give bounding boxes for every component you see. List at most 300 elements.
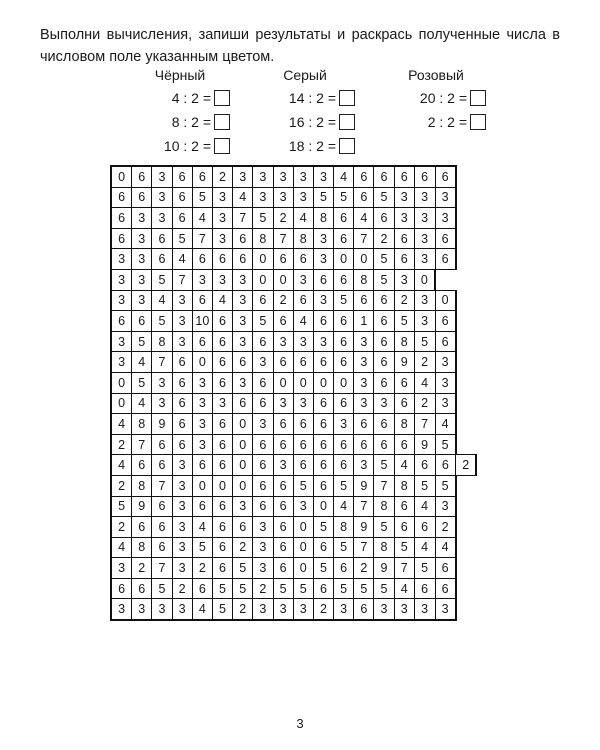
grid-cell[interactable]: 3 [293,599,313,620]
grid-cell[interactable]: 7 [132,434,152,455]
grid-cell[interactable]: 6 [132,517,152,538]
grid-cell[interactable]: 3 [394,208,414,229]
grid-cell[interactable]: 6 [233,249,253,270]
grid-cell[interactable]: 7 [152,475,172,496]
grid-cell[interactable]: 0 [414,269,435,290]
grid-cell[interactable]: 0 [313,496,333,517]
grid-cell[interactable]: 5 [374,249,394,270]
grid-cell[interactable]: 5 [435,434,456,455]
grid-cell[interactable]: 6 [212,517,232,538]
grid-cell[interactable]: 5 [313,187,333,208]
grid-cell[interactable]: 6 [172,434,192,455]
grid-cell[interactable]: 6 [293,414,313,435]
grid-cell[interactable]: 6 [233,517,253,538]
grid-cell[interactable]: 5 [374,578,394,599]
grid-cell[interactable]: 7 [273,228,293,249]
grid-cell[interactable]: 4 [111,414,132,435]
grid-cell[interactable]: 3 [293,331,313,352]
grid-cell[interactable]: 5 [435,475,456,496]
grid-cell[interactable]: 6 [293,455,313,476]
grid-cell[interactable]: 3 [172,455,192,476]
grid-cell[interactable]: 3 [132,269,152,290]
grid-cell[interactable]: 6 [212,372,232,393]
grid-cell[interactable]: 0 [111,372,132,393]
grid-cell[interactable]: 3 [132,599,152,620]
grid-cell[interactable]: 6 [192,331,212,352]
grid-cell[interactable]: 6 [132,311,152,332]
grid-cell[interactable]: 3 [152,208,172,229]
grid-cell[interactable]: 6 [435,249,456,270]
grid-cell[interactable]: 5 [212,599,232,620]
grid-cell[interactable]: 6 [212,537,232,558]
grid-cell[interactable]: 6 [273,558,293,579]
grid-cell[interactable]: 3 [172,496,192,517]
grid-cell[interactable]: 2 [192,558,212,579]
grid-cell[interactable]: 5 [172,228,192,249]
grid-cell[interactable]: 6 [212,249,232,270]
grid-cell[interactable]: 3 [293,269,313,290]
grid-cell[interactable]: 3 [253,414,273,435]
grid-cell[interactable]: 6 [374,352,394,373]
grid-cell[interactable]: 9 [414,434,435,455]
answer-box[interactable] [214,90,230,106]
grid-cell[interactable]: 4 [293,311,313,332]
grid-cell[interactable]: 6 [212,414,232,435]
grid-cell[interactable]: 3 [132,290,152,311]
grid-cell[interactable]: 5 [334,537,354,558]
grid-cell[interactable]: 5 [253,311,273,332]
grid-cell[interactable]: 2 [132,558,152,579]
grid-cell[interactable]: 6 [313,352,333,373]
grid-cell[interactable]: 3 [313,290,333,311]
answer-box[interactable] [470,90,486,106]
grid-cell[interactable]: 8 [394,331,414,352]
grid-cell[interactable]: 7 [354,228,374,249]
grid-cell[interactable]: 0 [192,475,212,496]
grid-cell[interactable]: 3 [435,372,456,393]
grid-cell[interactable]: 5 [374,269,394,290]
grid-cell[interactable]: 0 [334,372,354,393]
grid-cell[interactable]: 3 [132,228,152,249]
grid-cell[interactable]: 5 [313,517,333,538]
grid-cell[interactable]: 3 [435,599,456,620]
grid-cell[interactable]: 6 [354,414,374,435]
grid-cell[interactable]: 6 [313,414,333,435]
grid-cell[interactable]: 3 [132,208,152,229]
grid-cell[interactable]: 6 [334,269,354,290]
grid-cell[interactable]: 6 [313,455,333,476]
grid-cell[interactable]: 3 [192,434,212,455]
grid-cell[interactable]: 6 [374,311,394,332]
grid-cell[interactable]: 7 [152,558,172,579]
grid-cell[interactable]: 6 [273,517,293,538]
grid-cell[interactable]: 8 [354,269,374,290]
grid-cell[interactable]: 2 [414,393,435,414]
grid-cell[interactable]: 3 [111,331,132,352]
grid-cell[interactable]: 6 [172,187,192,208]
grid-cell[interactable]: 6 [152,249,172,270]
grid-cell[interactable]: 9 [374,558,394,579]
grid-cell[interactable]: 4 [414,537,435,558]
grid-cell[interactable]: 4 [354,208,374,229]
grid-cell[interactable]: 5 [414,475,435,496]
grid-cell[interactable]: 0 [334,249,354,270]
grid-cell[interactable]: 6 [152,537,172,558]
grid-cell[interactable]: 6 [172,208,192,229]
grid-cell[interactable]: 6 [132,166,152,187]
grid-cell[interactable]: 4 [233,187,253,208]
grid-cell[interactable]: 5 [293,475,313,496]
grid-cell[interactable]: 4 [172,249,192,270]
grid-cell[interactable]: 0 [111,393,132,414]
grid-cell[interactable]: 5 [253,208,273,229]
grid-cell[interactable]: 0 [293,558,313,579]
grid-cell[interactable]: 0 [212,475,232,496]
grid-cell[interactable]: 6 [212,558,232,579]
grid-cell[interactable]: 6 [233,393,253,414]
grid-cell[interactable]: 8 [313,208,333,229]
grid-cell[interactable]: 6 [435,228,456,249]
grid-cell[interactable]: 6 [334,208,354,229]
grid-cell[interactable]: 7 [414,414,435,435]
grid-cell[interactable]: 3 [172,331,192,352]
grid-cell[interactable]: 2 [374,228,394,249]
grid-cell[interactable]: 5 [374,517,394,538]
grid-cell[interactable]: 8 [374,496,394,517]
grid-cell[interactable]: 3 [152,393,172,414]
grid-cell[interactable]: 6 [253,393,273,414]
grid-cell[interactable]: 6 [394,517,414,538]
grid-cell[interactable]: 2 [456,455,477,476]
grid-cell[interactable]: 2 [253,578,273,599]
grid-cell[interactable]: 3 [273,599,293,620]
grid-cell[interactable]: 6 [435,578,456,599]
grid-cell[interactable]: 6 [192,455,212,476]
grid-cell[interactable]: 0 [293,517,313,538]
grid-cell[interactable]: 3 [253,537,273,558]
grid-cell[interactable]: 6 [414,455,435,476]
grid-cell[interactable]: 3 [414,311,435,332]
grid-cell[interactable]: 6 [414,517,435,538]
grid-cell[interactable]: 6 [273,352,293,373]
grid-cell[interactable]: 2 [435,517,456,538]
grid-cell[interactable]: 3 [293,393,313,414]
grid-cell[interactable]: 6 [313,393,333,414]
grid-cell[interactable]: 6 [212,455,232,476]
grid-cell[interactable]: 3 [111,249,132,270]
grid-cell[interactable]: 3 [313,166,333,187]
grid-cell[interactable]: 6 [435,311,456,332]
grid-cell[interactable]: 2 [313,599,333,620]
grid-cell[interactable]: 6 [273,434,293,455]
grid-cell[interactable]: 6 [414,166,435,187]
grid-cell[interactable]: 6 [435,331,456,352]
grid-cell[interactable]: 5 [374,187,394,208]
grid-cell[interactable]: 3 [273,187,293,208]
grid-cell[interactable]: 4 [192,599,212,620]
grid-cell[interactable]: 6 [273,475,293,496]
grid-cell[interactable]: 3 [233,311,253,332]
grid-cell[interactable]: 3 [192,414,212,435]
grid-cell[interactable]: 5 [334,578,354,599]
grid-cell[interactable]: 5 [313,558,333,579]
grid-cell[interactable]: 3 [192,372,212,393]
grid-cell[interactable]: 8 [132,537,152,558]
grid-cell[interactable]: 3 [414,599,435,620]
grid-cell[interactable]: 9 [152,414,172,435]
grid-cell[interactable]: 6 [334,455,354,476]
grid-cell[interactable]: 6 [111,578,132,599]
grid-cell[interactable]: 6 [132,187,152,208]
grid-cell[interactable]: 3 [414,208,435,229]
grid-cell[interactable]: 3 [253,166,273,187]
grid-cell[interactable]: 6 [374,208,394,229]
grid-cell[interactable]: 6 [132,578,152,599]
grid-cell[interactable]: 3 [394,599,414,620]
grid-cell[interactable]: 3 [273,455,293,476]
grid-cell[interactable]: 2 [354,558,374,579]
grid-cell[interactable]: 3 [354,352,374,373]
grid-cell[interactable]: 6 [334,393,354,414]
grid-cell[interactable]: 6 [273,414,293,435]
grid-cell[interactable]: 3 [253,187,273,208]
grid-cell[interactable]: 6 [374,414,394,435]
grid-cell[interactable]: 4 [132,352,152,373]
grid-cell[interactable]: 7 [354,496,374,517]
grid-cell[interactable]: 5 [334,290,354,311]
grid-cell[interactable]: 6 [334,331,354,352]
grid-cell[interactable]: 5 [414,331,435,352]
grid-cell[interactable]: 0 [273,269,293,290]
grid-cell[interactable]: 5 [192,537,212,558]
grid-cell[interactable]: 5 [212,578,232,599]
grid-cell[interactable]: 6 [253,475,273,496]
grid-cell[interactable]: 2 [273,208,293,229]
grid-cell[interactable]: 7 [192,228,212,249]
grid-cell[interactable]: 6 [253,372,273,393]
grid-cell[interactable]: 5 [374,455,394,476]
grid-cell[interactable]: 3 [435,187,456,208]
grid-cell[interactable]: 6 [111,187,132,208]
grid-cell[interactable]: 3 [152,187,172,208]
grid-cell[interactable]: 3 [152,166,172,187]
grid-cell[interactable]: 4 [132,393,152,414]
grid-cell[interactable]: 4 [111,537,132,558]
grid-cell[interactable]: 3 [233,269,253,290]
grid-cell[interactable]: 3 [172,290,192,311]
grid-cell[interactable]: 3 [212,208,232,229]
grid-cell[interactable]: 3 [435,208,456,229]
grid-cell[interactable]: 0 [273,372,293,393]
grid-cell[interactable]: 3 [253,517,273,538]
grid-cell[interactable]: 6 [212,352,232,373]
grid-cell[interactable]: 4 [435,537,456,558]
grid-cell[interactable]: 3 [435,393,456,414]
grid-cell[interactable]: 0 [111,166,132,187]
grid-cell[interactable]: 6 [313,578,333,599]
grid-cell[interactable]: 6 [334,352,354,373]
grid-cell[interactable]: 6 [233,352,253,373]
grid-cell[interactable]: 6 [334,311,354,332]
grid-cell[interactable]: 6 [273,537,293,558]
grid-cell[interactable]: 6 [152,455,172,476]
grid-cell[interactable]: 6 [273,311,293,332]
grid-cell[interactable]: 3 [354,455,374,476]
grid-cell[interactable]: 5 [414,558,435,579]
grid-cell[interactable]: 6 [253,331,273,352]
grid-cell[interactable]: 6 [374,331,394,352]
grid-cell[interactable]: 3 [172,558,192,579]
grid-cell[interactable]: 3 [414,187,435,208]
grid-cell[interactable]: 0 [233,455,253,476]
grid-cell[interactable]: 6 [111,208,132,229]
grid-cell[interactable]: 6 [313,537,333,558]
grid-cell[interactable]: 3 [172,537,192,558]
grid-cell[interactable]: 7 [394,558,414,579]
grid-cell[interactable]: 5 [233,578,253,599]
grid-cell[interactable]: 6 [313,269,333,290]
grid-cell[interactable]: 5 [132,372,152,393]
grid-cell[interactable]: 6 [212,331,232,352]
grid-cell[interactable]: 6 [394,393,414,414]
grid-cell[interactable]: 6 [212,496,232,517]
grid-cell[interactable]: 3 [111,290,132,311]
grid-cell[interactable]: 2 [111,434,132,455]
grid-cell[interactable]: 6 [435,166,456,187]
grid-cell[interactable]: 4 [414,372,435,393]
grid-cell[interactable]: 6 [374,166,394,187]
grid-cell[interactable]: 0 [233,414,253,435]
grid-cell[interactable]: 3 [273,393,293,414]
grid-cell[interactable]: 2 [111,475,132,496]
grid-cell[interactable]: 6 [394,372,414,393]
grid-cell[interactable]: 3 [132,249,152,270]
grid-cell[interactable]: 4 [192,517,212,538]
grid-cell[interactable]: 6 [152,228,172,249]
grid-cell[interactable]: 5 [132,331,152,352]
grid-cell[interactable]: 7 [172,269,192,290]
grid-cell[interactable]: 6 [172,352,192,373]
grid-cell[interactable]: 6 [273,496,293,517]
grid-cell[interactable]: 6 [111,228,132,249]
grid-cell[interactable]: 6 [253,434,273,455]
grid-cell[interactable]: 8 [394,475,414,496]
grid-cell[interactable]: 4 [334,166,354,187]
grid-cell[interactable]: 6 [132,455,152,476]
grid-cell[interactable]: 4 [212,290,232,311]
grid-cell[interactable]: 0 [435,290,456,311]
grid-cell[interactable]: 3 [253,558,273,579]
grid-cell[interactable]: 6 [192,290,212,311]
grid-cell[interactable]: 3 [111,352,132,373]
grid-cell[interactable]: 6 [293,290,313,311]
grid-cell[interactable]: 3 [233,331,253,352]
grid-cell[interactable]: 2 [172,578,192,599]
grid-cell[interactable]: 3 [374,599,394,620]
grid-cell[interactable]: 6 [334,558,354,579]
answer-box[interactable] [470,114,486,130]
grid-cell[interactable]: 4 [293,208,313,229]
grid-cell[interactable]: 3 [354,393,374,414]
answer-box[interactable] [214,138,230,154]
grid-cell[interactable]: 3 [374,393,394,414]
grid-cell[interactable]: 3 [152,372,172,393]
grid-cell[interactable]: 6 [374,434,394,455]
grid-cell[interactable]: 5 [233,558,253,579]
grid-cell[interactable]: 6 [172,166,192,187]
grid-cell[interactable]: 6 [293,434,313,455]
grid-cell[interactable]: 4 [414,496,435,517]
grid-cell[interactable]: 5 [394,537,414,558]
grid-cell[interactable]: 3 [394,187,414,208]
answer-box[interactable] [214,114,230,130]
grid-cell[interactable]: 3 [273,166,293,187]
grid-cell[interactable]: 3 [172,517,192,538]
grid-cell[interactable]: 6 [152,517,172,538]
grid-cell[interactable]: 6 [374,372,394,393]
grid-cell[interactable]: 2 [233,537,253,558]
grid-cell[interactable]: 3 [111,599,132,620]
grid-cell[interactable]: 7 [233,208,253,229]
grid-cell[interactable]: 5 [394,311,414,332]
grid-cell[interactable]: 6 [111,311,132,332]
grid-cell[interactable]: 9 [394,352,414,373]
grid-cell[interactable]: 6 [192,166,212,187]
grid-cell[interactable]: 3 [233,166,253,187]
grid-cell[interactable]: 4 [192,208,212,229]
grid-cell[interactable]: 3 [233,496,253,517]
grid-cell[interactable]: 3 [273,331,293,352]
answer-box[interactable] [339,90,355,106]
grid-cell[interactable]: 3 [394,269,414,290]
grid-cell[interactable]: 6 [394,228,414,249]
grid-cell[interactable]: 4 [435,414,456,435]
grid-cell[interactable]: 3 [111,269,132,290]
grid-cell[interactable]: 8 [132,414,152,435]
grid-cell[interactable]: 6 [354,166,374,187]
grid-cell[interactable]: 9 [132,496,152,517]
grid-cell[interactable]: 3 [313,331,333,352]
grid-cell[interactable]: 5 [354,578,374,599]
grid-cell[interactable]: 0 [293,537,313,558]
grid-cell[interactable]: 6 [172,372,192,393]
grid-cell[interactable]: 6 [354,187,374,208]
grid-cell[interactable]: 5 [273,578,293,599]
grid-cell[interactable]: 1 [354,311,374,332]
grid-cell[interactable]: 5 [293,578,313,599]
grid-cell[interactable]: 3 [172,599,192,620]
grid-cell[interactable]: 3 [313,249,333,270]
grid-cell[interactable]: 6 [435,455,456,476]
grid-cell[interactable]: 6 [192,578,212,599]
grid-cell[interactable]: 3 [253,352,273,373]
grid-cell[interactable]: 6 [414,578,435,599]
grid-cell[interactable]: 3 [253,599,273,620]
grid-cell[interactable]: 3 [212,393,232,414]
grid-cell[interactable]: 5 [152,578,172,599]
grid-cell[interactable]: 6 [313,311,333,332]
grid-cell[interactable]: 5 [334,475,354,496]
grid-cell[interactable]: 3 [293,166,313,187]
grid-cell[interactable]: 3 [111,558,132,579]
grid-cell[interactable]: 3 [172,311,192,332]
grid-cell[interactable]: 6 [152,434,172,455]
grid-cell[interactable]: 3 [192,393,212,414]
grid-cell[interactable]: 5 [334,187,354,208]
grid-cell[interactable]: 3 [313,228,333,249]
grid-cell[interactable]: 6 [212,434,232,455]
grid-cell[interactable]: 3 [293,187,313,208]
